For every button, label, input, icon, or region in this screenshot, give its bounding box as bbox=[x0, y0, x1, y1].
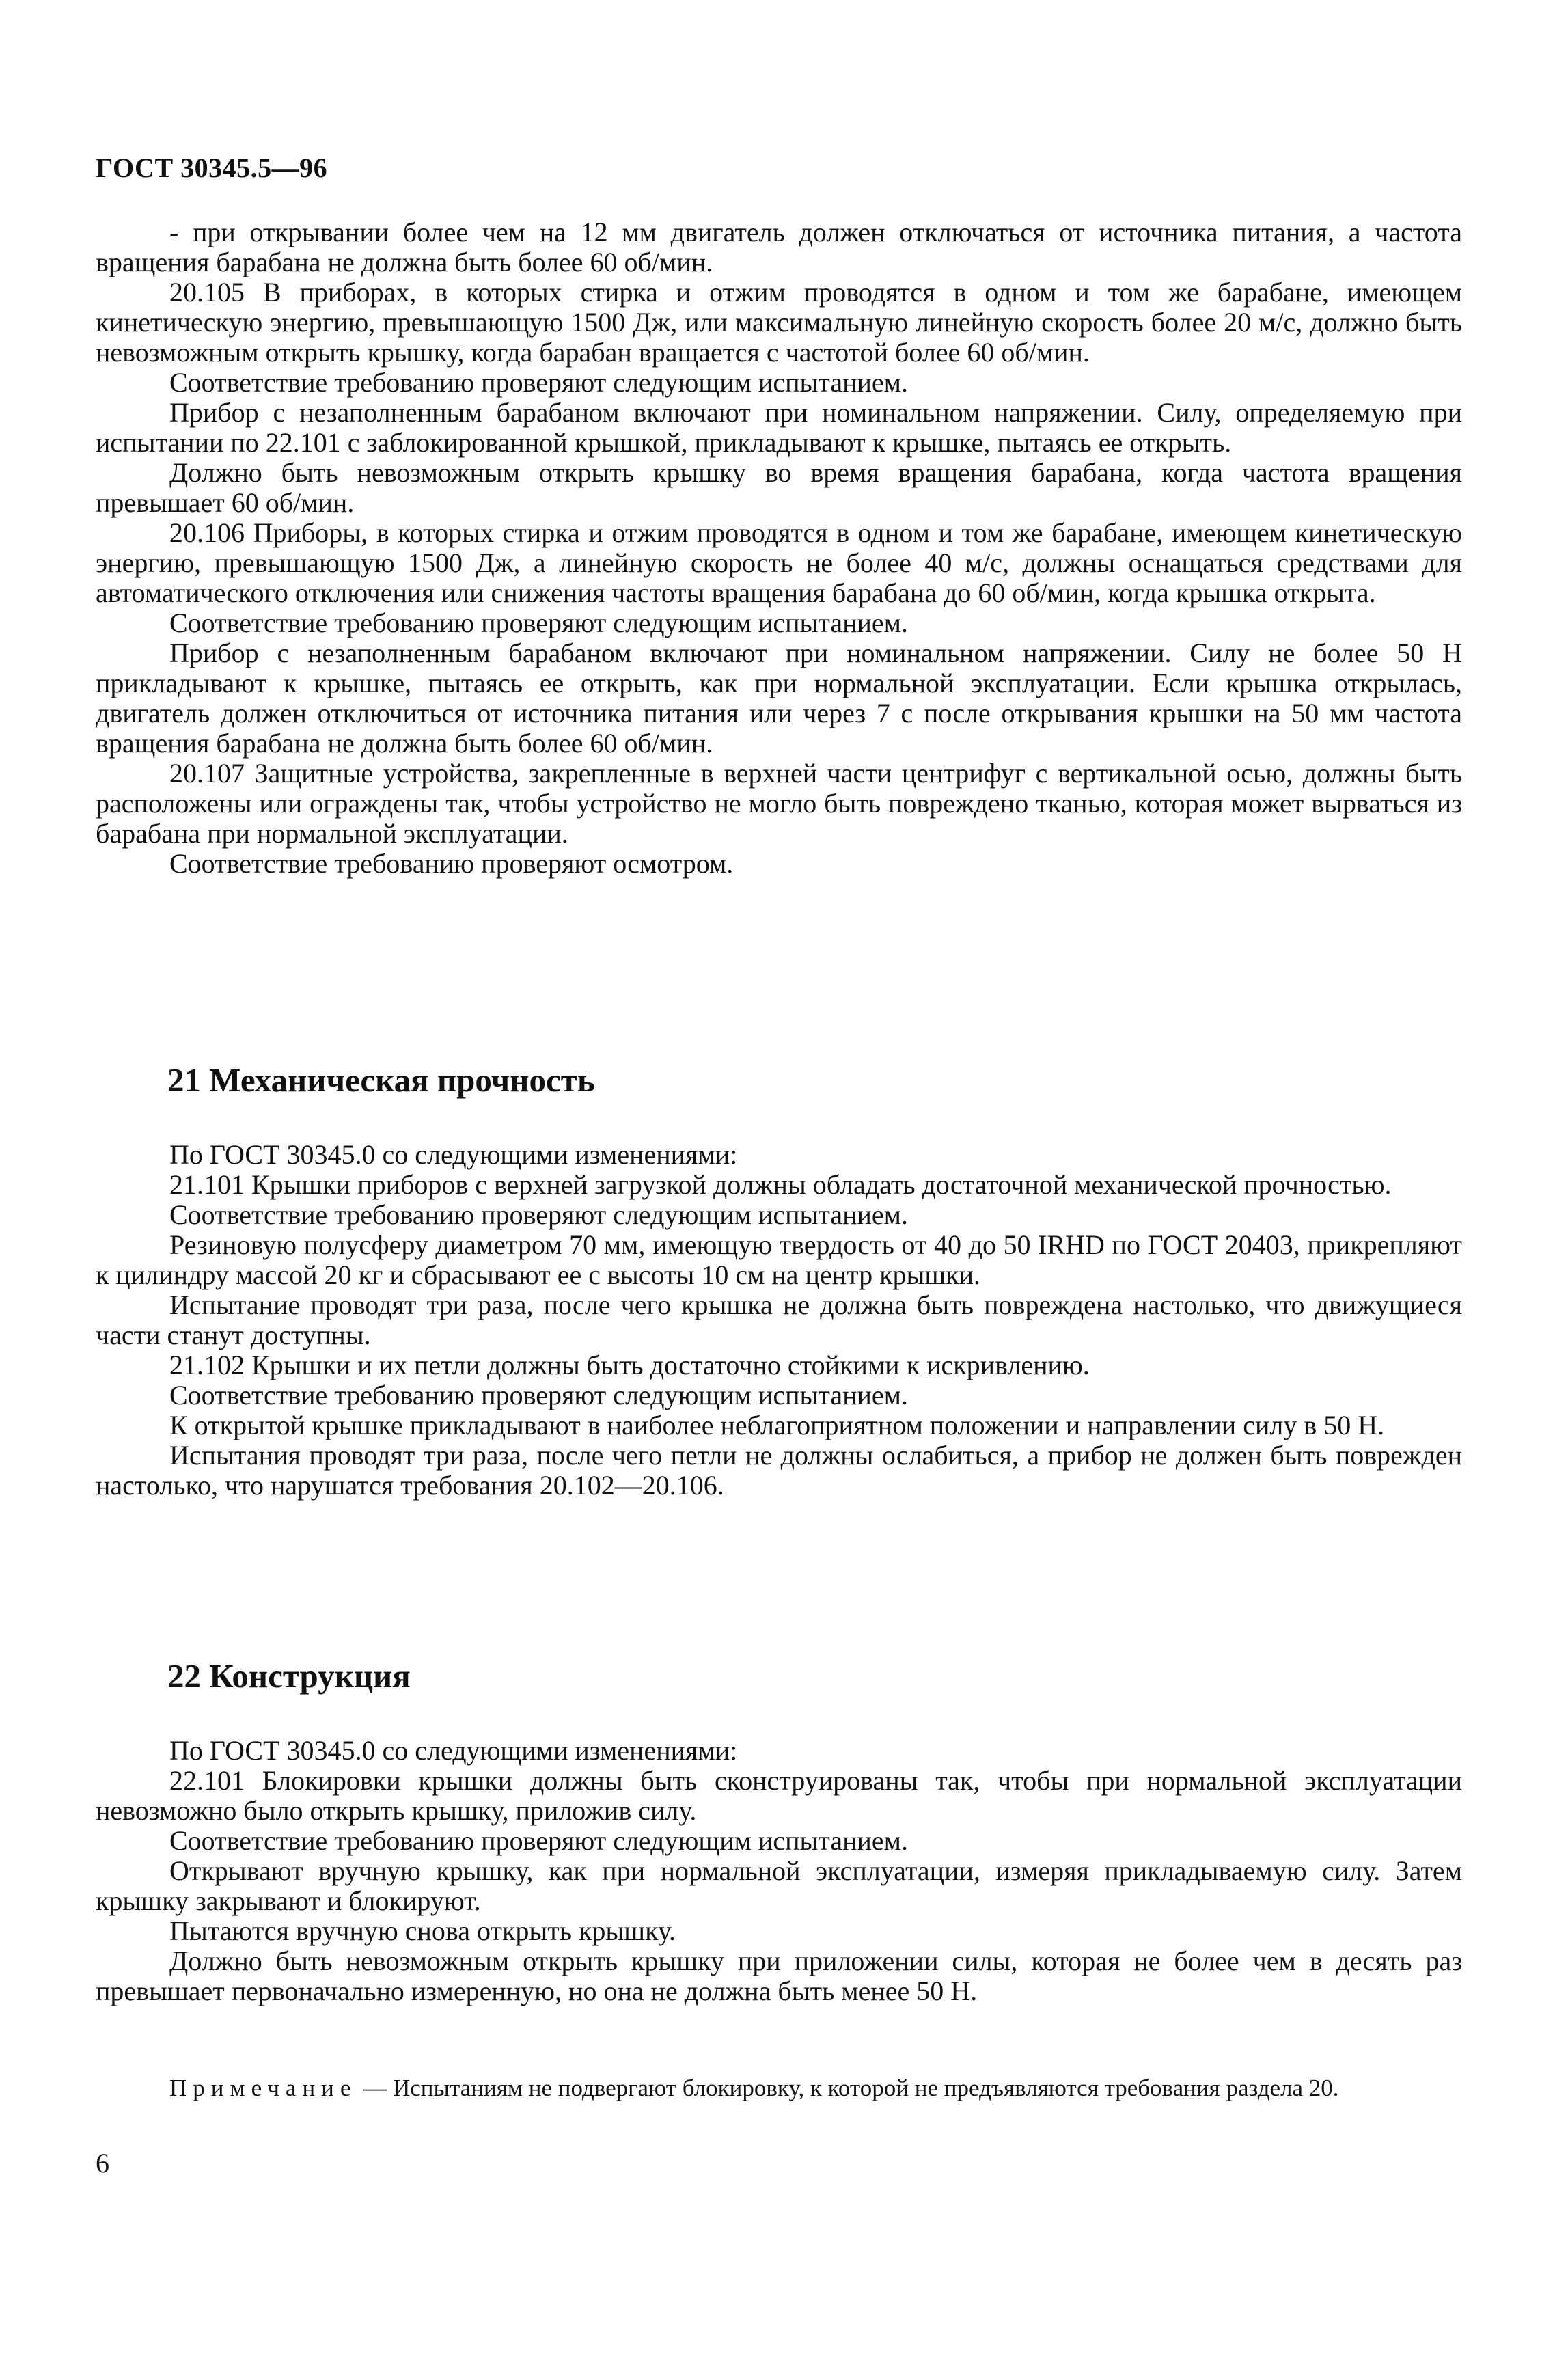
paragraph: Должно быть невозможным открыть крышку во время вращения барабана, когда частота вращения превышает 60 об/мин. bbox=[96, 457, 1462, 518]
paragraph: Соответствие требованию проверяют следующим испытанием. bbox=[169, 1825, 908, 1856]
paragraph: К открытой крышке прикладывают в наиболее неблагоприятном положении и направлении силу в 50 Н. bbox=[169, 1410, 1385, 1440]
paragraph: - при открывании более чем на 12 мм двигатель должен отключаться от источника питания, а частота вращения барабана не должна быть более 60 об/мин. bbox=[96, 217, 1462, 277]
paragraph: Должно быть невозможным открыть крышку при приложении силы, которая не более чем в десять раз превышает первоначально измеренную, но она не должна быть менее 50 Н. bbox=[96, 1945, 1462, 2006]
paragraph-20-107: 20.107 Защитные устройства, закрепленные в верхней части центрифуг с вертикальной осью, должны быть расположены или ограждены так, чтобы устройство не могло быть повреждено тканью, которая может вырваться из барабана при нормальной эксплуатации. bbox=[96, 758, 1462, 849]
section-20-continuation bbox=[96, 217, 1462, 879]
paragraph: Соответствие требованию проверяют следующим испытанием. bbox=[169, 607, 908, 638]
paragraph-20-106: 20.106 Приборы, в которых стирка и отжим проводятся в одном и том же барабане, имеющем кинетическую энергию, превышающую 1500 Дж, а линейную скорость не более 40 м/с, должны оснащаться средствами для автоматического отключения или снижения частоты вращения барабана до 60 об/мин, когда крышка открыта. bbox=[96, 517, 1462, 608]
section-22-body bbox=[96, 1736, 1462, 2006]
paragraph: Соответствие требованию проверяют следующим испытанием. bbox=[169, 1380, 908, 1410]
page-number: 6 bbox=[96, 2148, 109, 2178]
paragraph: Открывают вручную крышку, как при нормальной эксплуатации, измеряя прикладываемую силу. Затем крышку закрывают и блокируют. bbox=[96, 1855, 1462, 1916]
paragraph-20-105: 20.105 В приборах, в которых стирка и отжим проводятся в одном и том же барабане, имеющем кинетическую энергию, превышающую 1500 Дж, или максимальную линейную скорость более 20 м/с, должно быть невозможным открыть крышку, когда барабан вращается с частотой более 60 об/мин. bbox=[96, 277, 1462, 368]
paragraph-22-101: 22.101 Блокировки крышки должны быть сконструированы так, чтобы при нормальной эксплуатации невозможно было открыть крышку, приложив силу. bbox=[96, 1765, 1462, 1826]
document-header: ГОСТ 30345.5—96 bbox=[96, 152, 328, 183]
paragraph-21-102: 21.102 Крышки и их петли должны быть достаточно стойкими к искривлению. bbox=[169, 1350, 1090, 1380]
section-22-title: 22 Конструкция bbox=[167, 1657, 411, 1695]
paragraph: Соответствие требованию проверяют следующим испытанием. bbox=[169, 1199, 908, 1230]
paragraph: По ГОСТ 30345.0 со следующими изменениями: bbox=[169, 1735, 738, 1766]
paragraph: Испытания проводят три раза, после чего петли не должны ослабиться, а прибор не должен быть поврежден настолько, что нарушатся требования 20.102—20.106. bbox=[96, 1440, 1462, 1501]
paragraph: Испытание проводят три раза, после чего крышка не должна быть повреждена настолько, что движущиеся части станут доступны. bbox=[96, 1289, 1462, 1350]
paragraph-21-101: 21.101 Крышки приборов с верхней загрузкой должны обладать достаточной механической прочностью. bbox=[169, 1169, 1392, 1200]
paragraph: Резиновую полусферу диаметром 70 мм, имеющую твердость от 40 до 50 IRHD по ГОСТ 20403, прикрепляют к цилиндру массой 20 кг и сбрасывают ее с высоты 10 см на центр крышки. bbox=[96, 1229, 1462, 1290]
note-text: — Испытаниям не подвергают блокировку, к которой не предъявляются требования раздела 20. bbox=[363, 2075, 1339, 2101]
paragraph: Соответствие требованию проверяют следующим испытанием. bbox=[169, 367, 908, 398]
paragraph: Прибор с незаполненным барабаном включают при номинальном напряжении. Силу, определяемую при испытании по 22.101 с заблокированной крышкой, прикладывают к крышке, пытаясь ее открыть. bbox=[96, 397, 1462, 458]
section-21-body bbox=[96, 1140, 1462, 1501]
note bbox=[96, 2074, 1462, 2103]
paragraph: Соответствие требованию проверяют осмотром. bbox=[169, 848, 734, 879]
section-21-title: 21 Механическая прочность bbox=[167, 1061, 595, 1099]
note-label: Примечание bbox=[169, 2075, 357, 2101]
paragraph: По ГОСТ 30345.0 со следующими изменениями: bbox=[169, 1139, 738, 1170]
paragraph: Пытаются вручную снова открыть крышку. bbox=[169, 1915, 676, 1946]
paragraph: Прибор с незаполненным барабаном включают при номинальном напряжении. Силу не более 50 Н прикладывают к крышке, пытаясь ее открыть, как при нормальной эксплуатации. Если крышка открылась, двигатель должен отключиться от источника питания или через 7 с после открывания крышки на 50 мм частота вращения барабана не должна быть более 60 об/мин. bbox=[96, 638, 1462, 759]
